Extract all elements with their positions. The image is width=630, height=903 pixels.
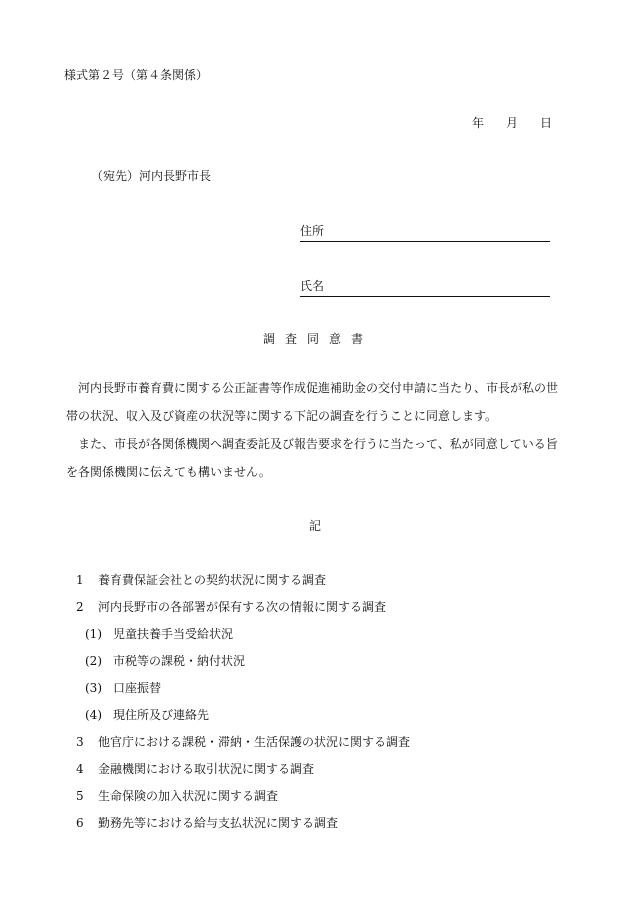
- name-label: 氏名: [300, 279, 325, 293]
- item-number: 1: [76, 573, 84, 587]
- address-field: [300, 222, 549, 239]
- item-text: 勤務先等における給与支払状況に関する調査: [98, 816, 339, 830]
- subitem-number: (4): [85, 708, 102, 722]
- recipient: （宛先）河内長野市長: [91, 169, 212, 183]
- sub-list-item: [76, 702, 410, 729]
- item-number: 6: [76, 816, 84, 830]
- document-title: 調査同意書: [262, 332, 373, 346]
- body-paragraph-1-text: 河内長野市養育費に関する公正証書等作成促進補助金の交付申請に当たり、市長が私の世帯の状況、収入及び資産の状況等に関する下記の調査を行うことに同意します。: [66, 381, 559, 423]
- sub-list-item: [76, 675, 410, 702]
- list-item: [76, 729, 410, 756]
- item-text: 金融機関における取引状況に関する調査: [98, 762, 315, 776]
- list-item: [76, 810, 410, 837]
- date-line: [472, 114, 552, 131]
- survey-item-list: [76, 567, 410, 837]
- subitem-number: (1): [85, 627, 102, 641]
- body-paragraph-2: [66, 430, 562, 486]
- name-underline: [300, 296, 550, 297]
- sub-list-item: [76, 648, 410, 675]
- list-item: [76, 756, 410, 783]
- form-number: 様式第２号（第４条関係）: [64, 68, 209, 82]
- date-year-label: 年: [472, 116, 485, 130]
- address-blank[interactable]: [324, 225, 546, 239]
- item-number: 3: [76, 735, 84, 749]
- subitem-text: 市税等の課税・納付状況: [113, 654, 246, 668]
- item-number: 2: [76, 600, 84, 614]
- date-day-label: 日: [540, 116, 553, 130]
- subitem-number: (2): [85, 654, 102, 668]
- body-paragraph-1: [66, 374, 562, 430]
- list-item: [76, 783, 410, 810]
- sub-list-item: [76, 621, 410, 648]
- subitem-text: 口座振替: [113, 681, 162, 695]
- item-text: 生命保険の加入状況に関する調査: [98, 789, 279, 803]
- item-text: 他官庁における課税・滞納・生活保護の状況に関する調査: [98, 735, 411, 749]
- item-number: 5: [76, 789, 84, 803]
- subitem-text: 児童扶養手当受給状況: [113, 627, 234, 641]
- list-item: [76, 594, 410, 621]
- list-item: [76, 567, 410, 594]
- item-text: 養育費保証会社との契約状況に関する調査: [98, 573, 327, 587]
- subitem-text: 現住所及び連絡先: [113, 708, 210, 722]
- ki-heading: 記: [308, 519, 321, 533]
- name-blank[interactable]: [324, 280, 546, 294]
- subitem-number: (3): [85, 681, 102, 695]
- date-month-label: 月: [506, 116, 519, 130]
- name-field: [300, 277, 549, 294]
- address-label: 住所: [300, 224, 325, 238]
- item-number: 4: [76, 762, 84, 776]
- item-text: 河内長野市の各部署が保有する次の情報に関する調査: [98, 600, 387, 614]
- address-underline: [300, 241, 550, 242]
- body-paragraph-2-text: また、市長が各関係機関へ調査委託及び報告要求を行うに当たって、私が同意している旨を各関係機関に伝えても構いません。: [66, 437, 558, 479]
